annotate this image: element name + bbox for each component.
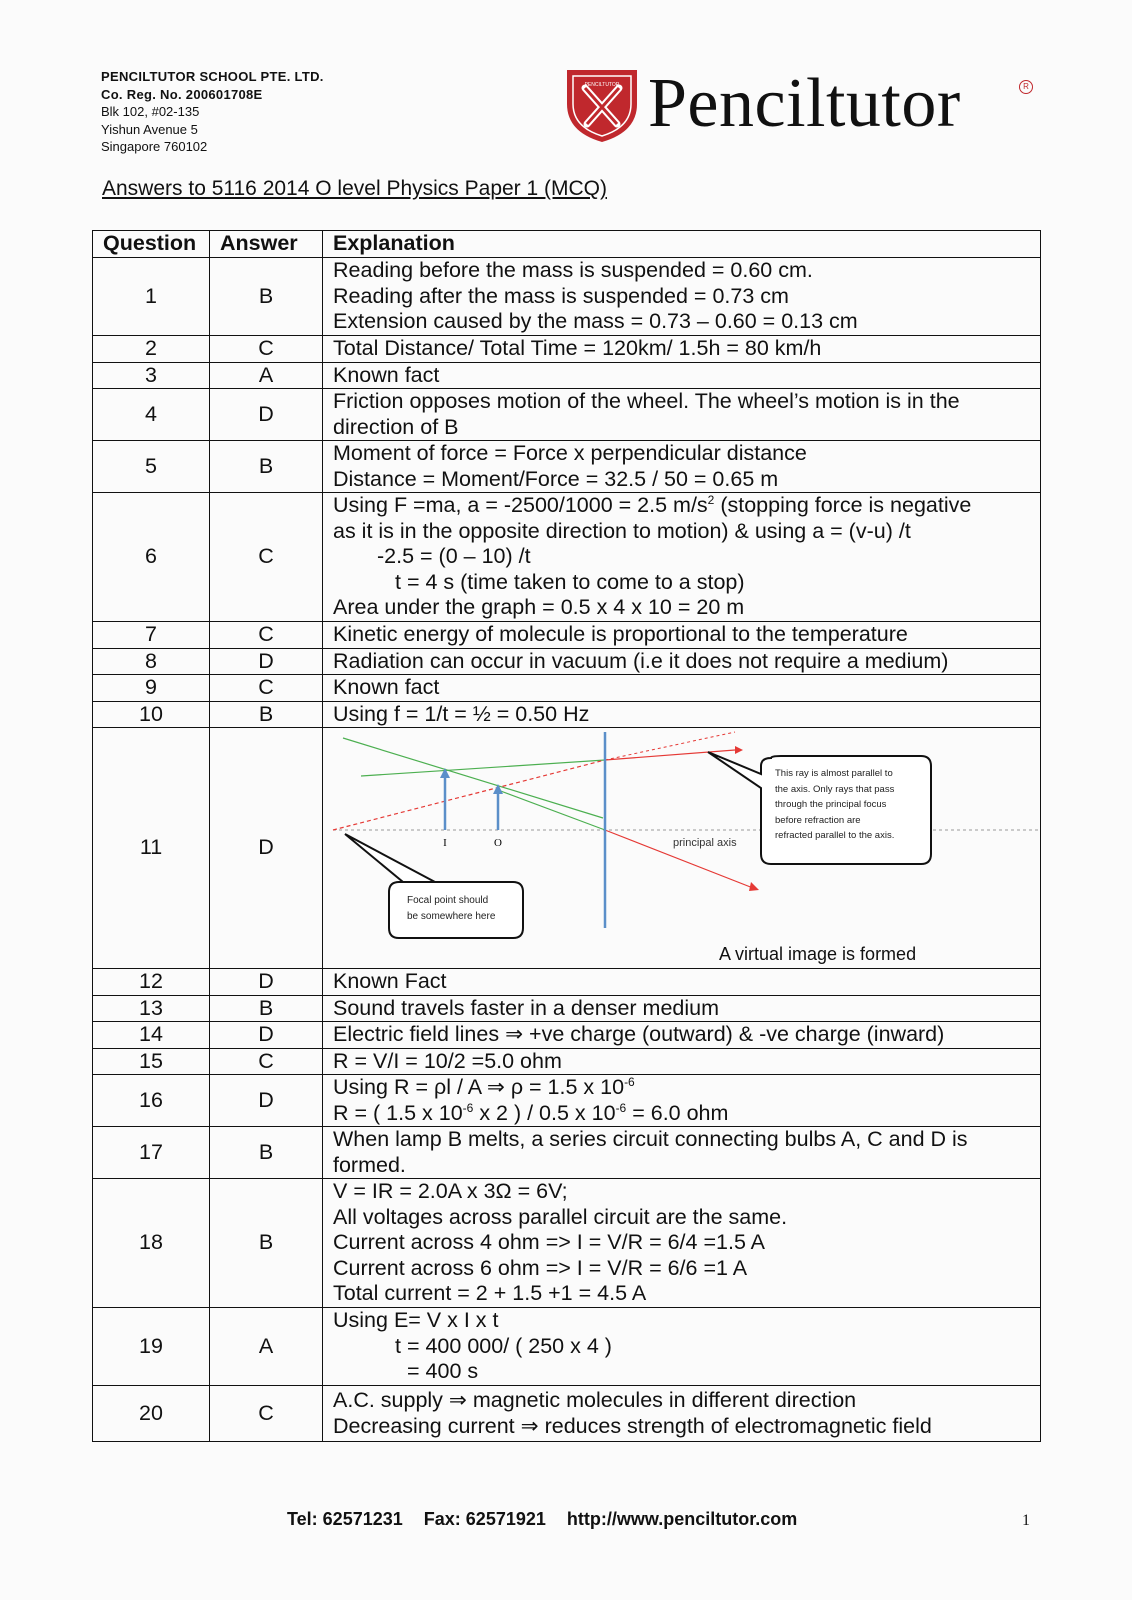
explanation-line: Known fact: [333, 675, 440, 699]
explanation-cell: [323, 441, 1041, 493]
company-block: [101, 68, 324, 156]
question-number: 12: [93, 969, 210, 996]
question-number: 7: [93, 622, 210, 649]
table-row: [93, 441, 1041, 493]
table-row: [93, 1386, 1041, 1442]
answer-letter: C: [210, 1386, 323, 1442]
answer-letter: D: [210, 389, 323, 441]
green-ray-3: [498, 790, 605, 830]
table-row: [93, 336, 1041, 363]
logo-badge-text: PENCILTUTOR: [584, 82, 620, 88]
superscript: 2: [707, 493, 715, 508]
explanation-line: as it is in the opposite direction to motion) & using a = (v-u) /t: [333, 518, 911, 543]
question-number: 8: [93, 648, 210, 675]
table-row: [93, 701, 1041, 728]
answer-letter: C: [210, 622, 323, 649]
explanation-line: A.C. supply ⇒ magnetic molecules in different direction: [333, 1388, 857, 1412]
red-dashed-ray-1: [333, 760, 605, 830]
explanation-cell: [323, 1127, 1041, 1179]
header-answer: Answer: [210, 231, 323, 258]
explanation-line: t = 4 s (time taken to come to a stop): [395, 569, 745, 594]
table-row: [93, 1022, 1041, 1049]
explanation-cell: [323, 675, 1041, 702]
superscript: -6: [624, 1074, 635, 1089]
explanation-line: Total current = 2 + 1.5 +1 = 4.5 A: [333, 1281, 647, 1306]
explanation-cell: [323, 1075, 1041, 1127]
diagram-caption: A virtual image is formed: [719, 944, 917, 964]
callout-right-line: refracted parallel to the axis.: [775, 830, 895, 841]
explanation-cell: [323, 728, 1041, 969]
explanation-line: Known Fact: [333, 969, 447, 993]
penciltutor-logo: [563, 66, 1038, 148]
table-row: [93, 362, 1041, 389]
explanation-line: V = IR = 2.0A x 3Ω = 6V;: [333, 1179, 568, 1204]
footer-fax: Fax: 62571921: [423, 1509, 546, 1529]
explanation-cell: [323, 701, 1041, 728]
answer-letter: C: [210, 493, 323, 622]
explanation-cell: [323, 1386, 1041, 1442]
question-number: 6: [93, 493, 210, 622]
table-row: [93, 995, 1041, 1022]
question-number: 10: [93, 701, 210, 728]
table-row: [93, 493, 1041, 622]
question-number: 9: [93, 675, 210, 702]
table-header-row: [93, 231, 1041, 258]
green-ray-1: [343, 738, 603, 818]
explanation-line: [333, 493, 1030, 519]
explanation-cell: [323, 362, 1041, 389]
question-number: 17: [93, 1127, 210, 1179]
explanation-line: Using E= V x I x t: [333, 1308, 499, 1333]
explanation-cell: [323, 389, 1041, 441]
explanation-line: Friction opposes motion of the wheel. The wheel’s motion is in the: [333, 389, 960, 413]
answer-letter: B: [210, 441, 323, 493]
explanation-line: All voltages across parallel circuit are the same.: [333, 1204, 788, 1229]
address-line-2: Yishun Avenue 5: [101, 121, 198, 137]
table-row: [93, 1308, 1041, 1386]
callout-left-line: Focal point should: [407, 895, 489, 906]
label-image: I: [443, 837, 447, 849]
explanation-cell: [323, 969, 1041, 996]
explanation-line: [333, 1075, 1030, 1101]
callout-right-line: This ray is almost parallel to: [775, 768, 893, 779]
table-row: [93, 1127, 1041, 1179]
company-name: PENCILTUTOR SCHOOL PTE. LTD.: [101, 69, 324, 84]
pencil-shield-icon: [563, 66, 641, 144]
header-question: Question: [93, 231, 210, 258]
document-title: Answers to 5116 2014 O level Physics Paper 1 (MCQ): [102, 177, 607, 200]
table-row: [93, 389, 1041, 441]
answer-letter: D: [210, 648, 323, 675]
explanation-line: -2.5 = (0 – 10) /t: [377, 544, 531, 569]
callout-right-line: before refraction are: [775, 815, 861, 826]
explanation-line: direction of B: [333, 414, 459, 439]
footer-tel: Tel: 62571231: [287, 1509, 403, 1529]
table-row: [93, 1075, 1041, 1127]
explanation-cell: [323, 1022, 1041, 1049]
question-number: 14: [93, 1022, 210, 1049]
callout-right-line: through the principal focus: [775, 799, 887, 810]
explanation-line: Sound travels faster in a denser medium: [333, 995, 720, 1020]
explanation-cell: [323, 622, 1041, 649]
explanation-line: Current across 6 ohm => I = V/R = 6/6 =1 A: [333, 1255, 748, 1280]
text-segment: = 6.0 ohm: [626, 1100, 729, 1125]
explanation-cell: [323, 1179, 1041, 1308]
text-segment: (stopping force is negative: [714, 493, 972, 518]
question-number: 1: [93, 258, 210, 336]
question-number: 20: [93, 1386, 210, 1442]
callout-left-line: be somewhere here: [407, 911, 496, 922]
explanation-line: Distance = Moment/Force = 32.5 / 50 = 0.65 m: [333, 466, 779, 491]
green-ray-2: [361, 760, 605, 776]
page-number: 1: [1022, 1512, 1030, 1529]
explanation-line: Using f = 1/t = ½ = 0.50 Hz: [333, 701, 590, 726]
explanation-line: Extension caused by the mass = 0.73 – 0.60 = 0.13 cm: [333, 309, 858, 334]
question-number: 13: [93, 995, 210, 1022]
callout-left-bubble: [345, 834, 523, 938]
logo-text: Penciltutor: [648, 65, 961, 142]
answers-table: [92, 230, 1041, 1442]
explanation-line: R = V/I = 10/2 =5.0 ohm: [333, 1048, 562, 1073]
explanation-line: [333, 1101, 1030, 1127]
explanation-line: Reading before the mass is suspended = 0.60 cm.: [333, 258, 813, 283]
text-segment: x 2 ) / 0.5 x 10: [473, 1100, 616, 1125]
explanation-cell: [323, 258, 1041, 336]
text-segment: Using F =ma, a = -2500/1000 = 2.5 m/s: [333, 493, 708, 518]
explanation-cell: [323, 995, 1041, 1022]
address-line-1: Blk 102, #02-135: [101, 104, 200, 119]
question-number: 18: [93, 1179, 210, 1308]
answer-letter: D: [210, 1022, 323, 1049]
explanation-line: formed.: [333, 1152, 406, 1177]
explanation-line: Known fact: [333, 362, 440, 387]
explanation-line: Electric field lines ⇒ +ve charge (outward) & -ve charge (inward): [333, 1022, 945, 1046]
explanation-line: Current across 4 ohm => I = V/R = 6/4 =1.5 A: [333, 1230, 766, 1255]
arrowhead-icon: [749, 882, 759, 891]
footer-website-link[interactable]: http://www.penciltutor.com: [566, 1509, 798, 1529]
explanation-cell: [323, 493, 1041, 622]
explanation-line: Moment of force = Force x perpendicular distance: [333, 441, 807, 465]
arrowhead-icon: [735, 746, 743, 754]
question-number: 3: [93, 362, 210, 389]
table-row: [93, 675, 1041, 702]
explanation-line: Kinetic energy of molecule is proportional to the temperature: [333, 622, 908, 646]
company-reg: Co. Reg. No. 200601708E: [101, 86, 263, 102]
callout-right-line: the axis. Only rays that pass: [775, 784, 895, 795]
table-row: [93, 969, 1041, 996]
question-number: 19: [93, 1308, 210, 1386]
text-segment: Using R = ρl / A ⇒ ρ = 1.5 x 10: [333, 1075, 625, 1099]
question-number: 5: [93, 441, 210, 493]
table-row: [93, 622, 1041, 649]
table-row: [93, 258, 1041, 336]
answer-letter: A: [210, 1308, 323, 1386]
label-principal-axis: principal axis: [673, 837, 737, 849]
lens-ray-diagram: [323, 728, 1039, 968]
question-number: 2: [93, 336, 210, 363]
table-row: [93, 648, 1041, 675]
answer-letter: A: [210, 362, 323, 389]
table-row: [93, 1048, 1041, 1075]
footer-contact: [287, 1509, 813, 1530]
text-segment: R = ( 1.5 x 10: [333, 1100, 463, 1125]
answer-letter: B: [210, 258, 323, 336]
explanation-line: Radiation can occur in vacuum (i.e it does not require a medium): [333, 648, 949, 673]
explanation-cell: [323, 648, 1041, 675]
answer-letter: C: [210, 336, 323, 363]
explanation-line: = 400 s: [407, 1359, 479, 1384]
question-number: 11: [93, 728, 210, 969]
explanation-line: Total Distance/ Total Time = 120km/ 1.5h = 80 km/h: [333, 336, 822, 360]
answer-letter: B: [210, 701, 323, 728]
question-number: 15: [93, 1048, 210, 1075]
address-line-3: Singapore 760102: [101, 139, 208, 154]
explanation-line: Decreasing current ⇒ reduces strength of electromagnetic field: [333, 1413, 932, 1438]
table-row: [93, 1179, 1041, 1308]
answer-letter: D: [210, 1075, 323, 1127]
answer-letter: B: [210, 1179, 323, 1308]
superscript: -6: [615, 1100, 627, 1115]
explanation-cell: [323, 1308, 1041, 1386]
table-row: [93, 728, 1041, 969]
label-object: O: [494, 837, 502, 849]
arrowhead-icon: [493, 784, 503, 794]
explanation-line: Reading after the mass is suspended = 0.73 cm: [333, 283, 789, 308]
explanation-line: t = 400 000/ ( 250 x 4 ): [395, 1333, 612, 1358]
answer-letter: D: [210, 969, 323, 996]
answer-letter: C: [210, 675, 323, 702]
answer-letter: D: [210, 728, 323, 969]
header-explanation: Explanation: [323, 231, 1041, 258]
superscript: -6: [462, 1100, 474, 1115]
explanation-line: Area under the graph = 0.5 x 4 x 10 = 20 m: [333, 595, 745, 620]
answer-letter: C: [210, 1048, 323, 1075]
explanation-cell: [323, 336, 1041, 363]
registered-mark: R: [1019, 80, 1033, 94]
explanation-cell: [323, 1048, 1041, 1075]
arrowhead-icon: [440, 768, 450, 778]
question-number: 16: [93, 1075, 210, 1127]
question-number: 4: [93, 389, 210, 441]
answer-letter: B: [210, 1127, 323, 1179]
explanation-line: When lamp B melts, a series circuit connecting bulbs A, C and D is: [333, 1127, 968, 1151]
answer-letter: B: [210, 995, 323, 1022]
